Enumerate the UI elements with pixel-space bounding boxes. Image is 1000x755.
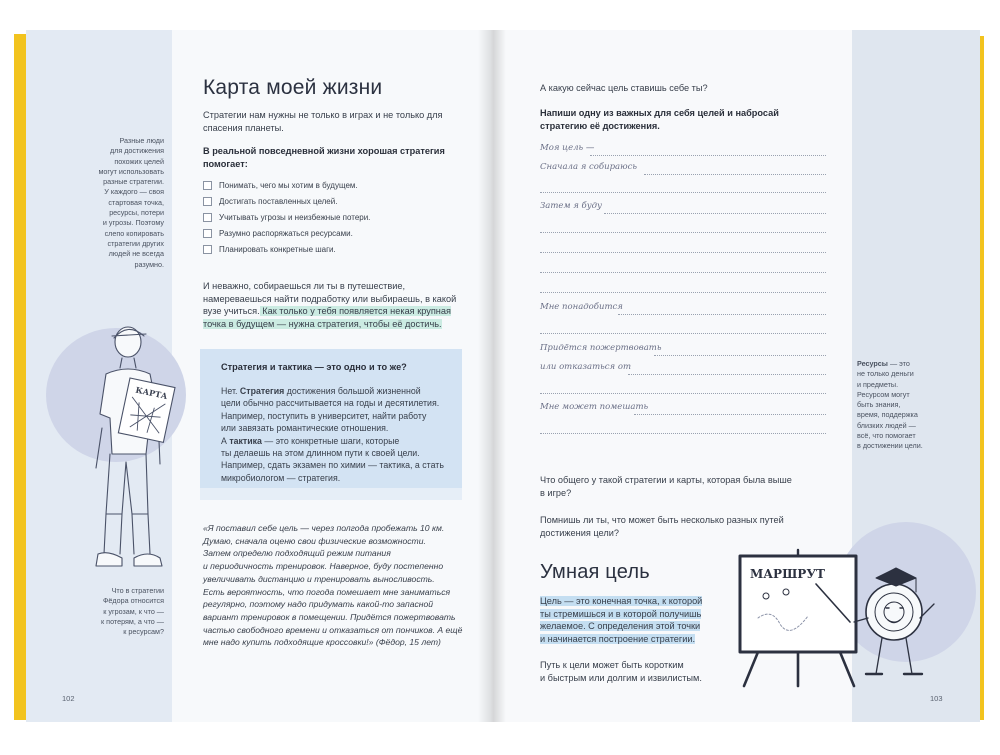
route-board-label: МАРШРУТ xyxy=(750,567,825,581)
fedor-quote: «Я поставил себе цель — через полгода пробежать 10 км. Думаю, сначала оценю свои физические возможности. Затем определю подходящий режим питания и периодичность тренировок. Наверное, буду постепенно увеличивать дистанцию и тренировать выносливость. Есть вероятность, что погода помешает мне заниматься регулярно, поэтому надо придумать какой-то запасной вариант тренировок в помещении. Придётся пожертвовать частью свободного времени и отказаться от пончиков. А ещё мне надо купить подходящие кроссовки!» (Фёдор, 15 лет) xyxy=(203,523,463,648)
answer-line[interactable] xyxy=(590,155,826,156)
answer-line[interactable] xyxy=(604,213,826,214)
answer-line[interactable] xyxy=(654,355,826,356)
answer-line[interactable] xyxy=(540,192,826,193)
answer-line[interactable] xyxy=(540,292,826,293)
checkbox-icon[interactable] xyxy=(203,245,212,254)
checklist-item[interactable]: Достигать поставленных целей. xyxy=(203,197,337,206)
answer-line[interactable] xyxy=(540,393,826,394)
side-note-strategies: Разные люди для достижения похожих целей могут использовать разные стратегии. У каждого — своя стартовая точка, ресурсы, потери и угрозы. Поэтому слепо копировать стратегии других людей не всегда разумно. xyxy=(98,136,164,269)
question-map-similarity: Что общего у такой стратегии и карты, которая была выше в игре? xyxy=(540,475,792,498)
side-question-fedor: Что в стратегии Фёдора относится к угрозам, к что — к потерям, а что — к ресурсам? xyxy=(101,586,164,637)
side-note-resources: Ресурсы — это не только деньги и предметы. Ресурсом могут быть знания, время, поддержка близких людей — всё, что помогает в достижении цели. xyxy=(857,359,923,451)
worksheet-then-label: Затем я буду xyxy=(540,201,602,211)
intro-paragraph: Стратегии нам нужны не только в играх и не только для спасения планеты. xyxy=(203,110,443,133)
worksheet-sacrifice-label: Придётся пожертвовать xyxy=(540,343,662,353)
answer-line[interactable] xyxy=(644,174,826,175)
answer-line[interactable] xyxy=(540,333,826,334)
top-question: А какую сейчас цель ставишь себе ты? xyxy=(540,83,708,93)
checkbox-icon[interactable] xyxy=(203,197,212,206)
worksheet-goal-label: Моя цель — xyxy=(540,143,595,153)
checklist-item[interactable]: Понимать, чего мы хотим в будущем. xyxy=(203,181,358,190)
answer-line[interactable] xyxy=(628,374,826,375)
answer-line[interactable] xyxy=(634,414,826,415)
worksheet-obstacle-label: Мне может помешать xyxy=(540,402,649,412)
callout-question: Стратегия и тактика — это одно и то же? xyxy=(221,362,407,372)
worksheet-give-up-label: или отказаться от xyxy=(540,362,632,372)
route-board-illustration xyxy=(736,548,972,690)
callout-shadow xyxy=(200,488,462,500)
answer-line[interactable] xyxy=(540,252,826,253)
travel-paragraph: И неважно, собираешься ли ты в путешествие, намереваешься найти подработку или выбираешь, в какой вузе учиться. Как только у тебя появляется некая крупная точка в будущем — нужна стратегия, чтобы её достичь. xyxy=(203,281,457,329)
checkbox-icon[interactable] xyxy=(203,229,212,238)
question-multiple-paths: Помнишь ли ты, что может быть несколько разных путей достижения цели? xyxy=(540,515,784,538)
person-with-map-illustration xyxy=(76,318,186,580)
answer-line[interactable] xyxy=(540,433,826,434)
checklist-item[interactable]: Разумно распоряжаться ресурсами. xyxy=(203,229,353,238)
checkbox-icon[interactable] xyxy=(203,213,212,222)
smart-goal-title: Умная цель xyxy=(540,561,650,583)
callout-answer: Нет. Стратегия достижения большой жизненной цели обычно рассчитывается на годы и десятилетия. Например, поступить в университет, найти работу или завязать романтические отношения. А тактика — это конкретные шаги, которые ты делаешь на этом длинном пути к своей цели. Например, сдать экзамен по химии — тактика, а стать микробиологом — стратегия. xyxy=(221,386,444,483)
path-text: Путь к цели может быть коротким и быстрым или долгим и извилистым. xyxy=(540,660,702,683)
goal-definition: Цель — это конечная точка, к которой ты стремишься и в которой получишь желаемое. С определения этой точки и начинается построение стратегии. xyxy=(540,596,703,644)
worksheet-prompt: Напиши одну из важных для себя целей и набросай стратегию её достижения. xyxy=(540,108,779,131)
page-number-right: 103 xyxy=(930,694,943,703)
page-title: Карта моей жизни xyxy=(203,76,383,99)
answer-line[interactable] xyxy=(618,314,826,315)
checklist-heading: В реальной повседневной жизни хорошая стратегия помогает: xyxy=(203,146,445,169)
checklist-item[interactable]: Планировать конкретные шаги. xyxy=(203,245,336,254)
checklist-item[interactable]: Учитывать угрозы и неизбежные потери. xyxy=(203,213,370,222)
book-gutter xyxy=(478,30,506,722)
answer-line[interactable] xyxy=(540,272,826,273)
map-label: КАРТА xyxy=(134,384,169,402)
page-number-left: 102 xyxy=(62,694,75,703)
worksheet-start-label: Сначала я собираюсь xyxy=(540,162,637,172)
answer-line[interactable] xyxy=(540,232,826,233)
checkbox-icon[interactable] xyxy=(203,181,212,190)
worksheet-need-label: Мне понадобится xyxy=(540,302,623,312)
